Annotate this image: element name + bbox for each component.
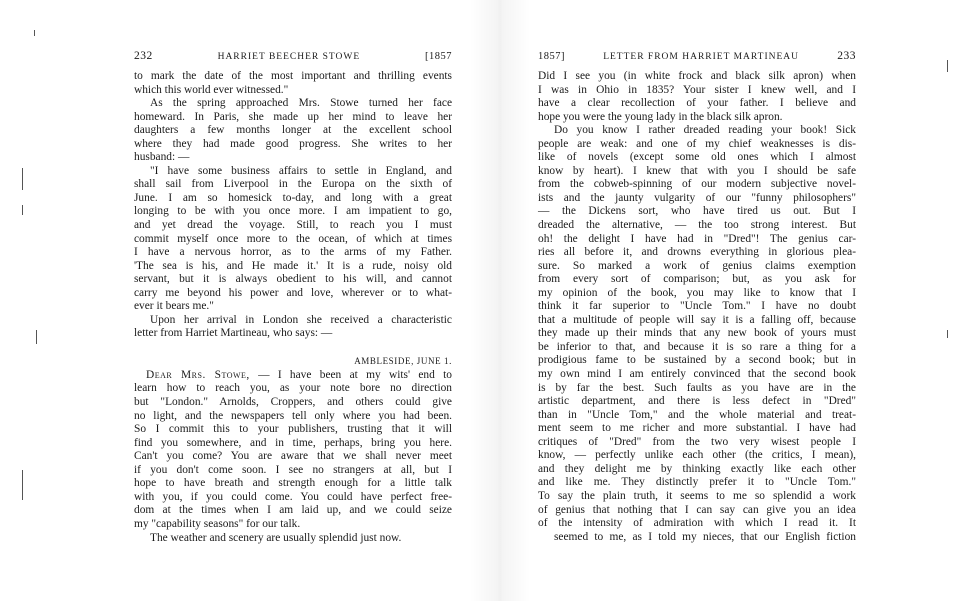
text-line: husband: — — [134, 151, 190, 164]
text-line: 'The sea is his, and He made it.' It is a rude, noisy old — [134, 259, 452, 272]
text-line: I have a nervous horror, as to the arms of my Father. — [134, 246, 452, 259]
text-line: than in "Uncle Tom," and the whole material and treat- — [538, 408, 856, 421]
text-line: — the Dickens sort, who have tired us out. But I — [538, 205, 856, 218]
text-line: dreaded the alternative, — the too strong interest. But — [538, 219, 856, 232]
text-line: ment seem to me richer and more substantial. I have had — [538, 422, 856, 435]
text-line: The weather and scenery are usually splendid just now. — [150, 531, 402, 544]
page-number: 233 — [837, 50, 856, 62]
text-line: To say the plain truth, it seems to me so splendid a work — [538, 489, 856, 502]
text-line: find you somewhere, and in time, perhaps, bring you here. — [134, 436, 452, 449]
text-line: letter from Harriet Martineau, who says: — — [134, 327, 333, 340]
left-page — [134, 50, 452, 545]
text-line: of the intensity of admiration with which I read it. It — [538, 517, 856, 530]
text-line: and like me. They distinctly prefer it to "Uncle Tom." — [538, 476, 856, 489]
text-line: ists and the jaunty vulgarity of our "funny philosophers" — [538, 191, 856, 204]
text-line: I was in Ohio in 1835? Your sister I knew well, and I — [538, 83, 856, 96]
text-line: like of novels (except some old ones which I almost — [538, 151, 856, 164]
text-line: and they delight me by thinking exactly like each other — [538, 462, 856, 475]
text-line: shall sail from Liverpool in the Europa on the sixth of — [134, 178, 452, 191]
text-line: So I commit this to your publishers, trusting that it will — [134, 423, 452, 436]
right-page-body — [538, 70, 856, 544]
left-page-header — [134, 50, 452, 70]
text-line: from the cobweb-spinning of our modern subjective novel- — [538, 178, 856, 191]
text-line: of genius that nothing that I can say can give you an idea — [538, 503, 856, 516]
text-line: hope you were the young lady in the black silk apron. — [538, 110, 783, 123]
text-line: learn how to reach you, as your note bore no direction — [134, 382, 452, 395]
text-line: seemed to me, as I told my nieces, that our English fiction — [554, 530, 856, 543]
text-line: homeward. In Paris, she made up her mind to leave her — [134, 110, 452, 123]
scan-edge-mark — [947, 60, 948, 72]
text-line: with you, if you could come. You could have perfect free- — [134, 490, 452, 503]
text-line: June. I am so homesick to-day, and long with a great — [134, 191, 452, 204]
text-line: oh! the delight I have had in "Dred"! The genius car- — [538, 232, 856, 245]
scan-edge-mark — [22, 168, 23, 190]
right-page-header — [538, 50, 856, 70]
scan-edge-mark — [22, 470, 23, 500]
right-page — [538, 50, 856, 544]
text-line: Did I see you (in white frock and black silk apron) when — [538, 70, 856, 82]
text-line: if you don't come soon. I see no strangers at all, but I — [134, 463, 452, 476]
left-page-body — [134, 70, 452, 545]
text-line: from every sort of comparison; but, as you ask for — [538, 273, 856, 286]
text-line: Upon her arrival in London she received a characteristic — [150, 313, 452, 326]
scan-edge-mark — [22, 205, 23, 215]
text-line: which this world ever witnessed." — [134, 83, 289, 96]
text-line: know, — perfectly unlike each other (the critics, I mean), — [538, 449, 856, 462]
text-line: prodigious fame to be sustained by a second book; but in — [538, 354, 856, 367]
text-line: ries all before it, and drowns everything in glorious plea- — [538, 246, 856, 259]
text-line: have a clear recollection of your father. I believe and — [538, 97, 856, 110]
text-line: longing to be with you once more. I am impatient to go, — [134, 205, 452, 218]
letter-opening-line — [134, 369, 452, 383]
text-line: sure. So marked a work of genius claims exemption — [538, 259, 856, 272]
text-line: dom at the times when I am laid up, and we could seize — [134, 504, 452, 517]
text-line: commit myself once more to the ocean, of which at times — [134, 232, 452, 245]
text-line: think it far superior to "Uncle Tom." I have no doubt — [538, 300, 856, 313]
text-line: be inferior to that, and because it is so rare a thing for a — [538, 340, 856, 353]
text-line: daughters a few months longer at the excellent school — [134, 124, 452, 137]
gutter-shadow — [470, 0, 530, 601]
text-line: my opinion of the book, you may like to know that I — [538, 286, 856, 299]
text-line: Do you know I rather dreaded reading your book! Sick — [554, 124, 856, 137]
text-line: know by heart). I knew that with you I should be safe — [538, 164, 856, 177]
text-line: artistic department, and there is less defect in "Dred" — [538, 395, 856, 408]
text-line: that a multitude of people will say it is a falling off, because — [538, 313, 856, 326]
text-line: to mark the date of the most important and thrilling events — [134, 70, 452, 82]
text-line: servant, but it is always obedient to his will, and cannot — [134, 273, 452, 286]
text-line: they made up their minds that any new book of yours must — [538, 327, 856, 340]
running-title: HARRIET BEECHER STOWE — [217, 52, 361, 62]
text-line: Can't you come? You are aware that we shall never meet — [134, 450, 452, 463]
running-year: 1857] — [538, 51, 565, 62]
scan-edge-mark — [947, 330, 948, 338]
text-line: As the spring approached Mrs. Stowe turned her face — [150, 97, 452, 110]
text-line: my "capability seasons" for our talk. — [134, 517, 301, 530]
running-year: [1857 — [424, 51, 452, 62]
text-line: ever it bears me." — [134, 300, 214, 313]
text-line: is by far the best. Such faults as you have are in the — [538, 381, 856, 394]
scan-edge-mark — [34, 30, 35, 36]
text-line: critiques of "Dred" from the two very wisest people I — [538, 435, 856, 448]
text-line: carry me beyond his power and love, wherever or to what- — [134, 286, 452, 299]
page-number: 232 — [134, 50, 153, 62]
text-line: but "London." Arnolds, Croppers, and others could give — [134, 396, 452, 409]
text-run: — I have been at my wits' end to — [249, 368, 452, 381]
scan-edge-mark — [36, 330, 37, 344]
text-line: my own mind I am entirely convinced that the second book — [538, 368, 856, 381]
salutation: Dear Mrs. Stowe, — [146, 368, 250, 381]
text-line: and yet dread the voyage. Still, to reach you I must — [134, 219, 452, 232]
text-line: where they had made good progress. She writes to her — [134, 137, 452, 150]
running-title: LETTER FROM HARRIET MARTINEAU — [603, 52, 800, 62]
letter-place-date: AMBLESIDE, JUNE 1. — [354, 355, 452, 366]
spacer — [134, 341, 452, 355]
text-line: no light, and the newspapers tell only where you had been. — [134, 409, 452, 422]
text-line: "I have some business affairs to settle in England, and — [150, 164, 452, 177]
text-line: hope to have breath and strength enough for a little talk — [134, 477, 452, 490]
text-line: people are weak: and one of my chief weaknesses is dis- — [538, 137, 856, 150]
